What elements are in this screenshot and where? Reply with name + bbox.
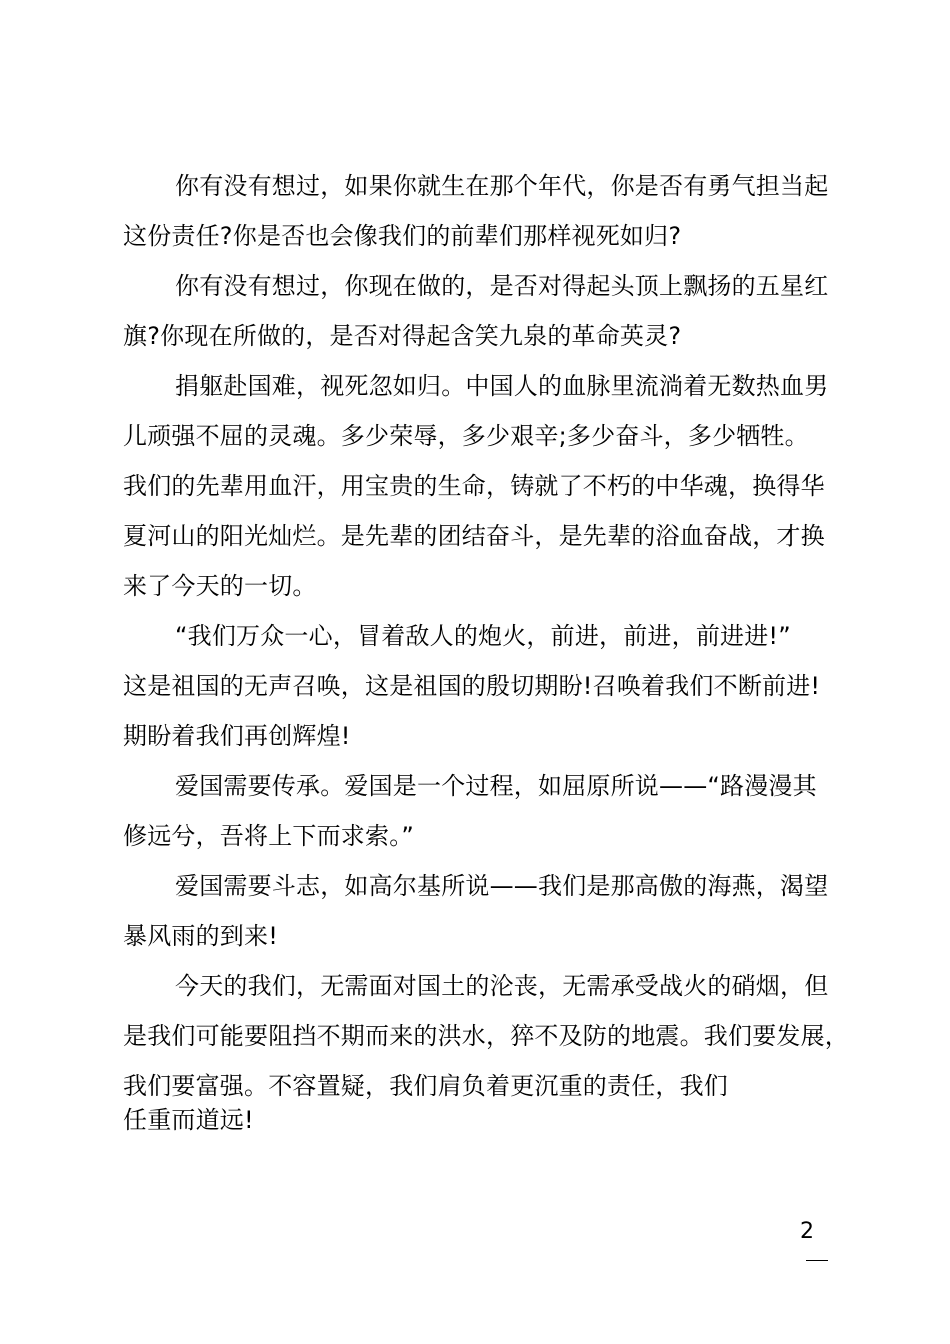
text-line: 是我们可能要阻挡不期而来的洪水，猝不及防的地震。我们要发展， [123,1022,849,1050]
text-line: 今天的我们，无需面对国土的沦丧，无需承受战火的硝烟，但 [175,972,829,1000]
text-line: 你有没有想过，如果你就生在那个年代，你是否有勇气担当起 [175,172,829,200]
text-line: 暴风雨的到来! [123,922,279,950]
page-number: 2 [800,1219,814,1244]
text-line: 旗?你现在所做的，是否对得起含笑九泉的革命英灵? [123,322,682,350]
text-line: 儿顽强不屈的灵魂。多少荣辱，多少艰辛;多少奋斗，多少牺牲。 [123,422,809,450]
text-line: 来了今天的一切。 [123,572,317,600]
text-line: 期盼着我们再创辉煌! [123,722,351,750]
text-line: “我们万众一心，冒着敌人的炮火，前进，前进，前进进!” [175,622,791,650]
text-line: 修远兮，吾将上下而求索。” [123,822,415,850]
text-line: 爱国需要传承。爱国是一个过程，如屈原所说——“路漫漫其 [175,772,817,800]
text-line: 你有没有想过，你现在做的，是否对得起头顶上飘扬的五星红 [175,272,829,300]
text-line: 这是祖国的无声召唤，这是祖国的殷切期盼!召唤着我们不断前进! [123,672,821,700]
text-line: 我们要富强。不容置疑，我们肩负着更沉重的责任，我们 [123,1072,728,1100]
text-line: 这份责任?你是否也会像我们的前辈们那样视死如归? [123,222,682,250]
text-line: 捐躯赴国难，视死忽如归。中国人的血脉里流淌着无数热血男 [175,372,829,400]
text-line: 夏河山的阳光灿烂。是先辈的团结奋斗，是先辈的浴血奋战，才换 [123,522,825,550]
text-line: 我们的先辈用血汗，用宝贵的生命，铸就了不朽的中华魂，换得华 [123,472,825,500]
text-line: 爱国需要斗志，如高尔基所说——我们是那高傲的海燕，渴望 [175,872,829,900]
page-number-rule [806,1260,828,1261]
text-line: 任重而道远! [123,1106,254,1134]
